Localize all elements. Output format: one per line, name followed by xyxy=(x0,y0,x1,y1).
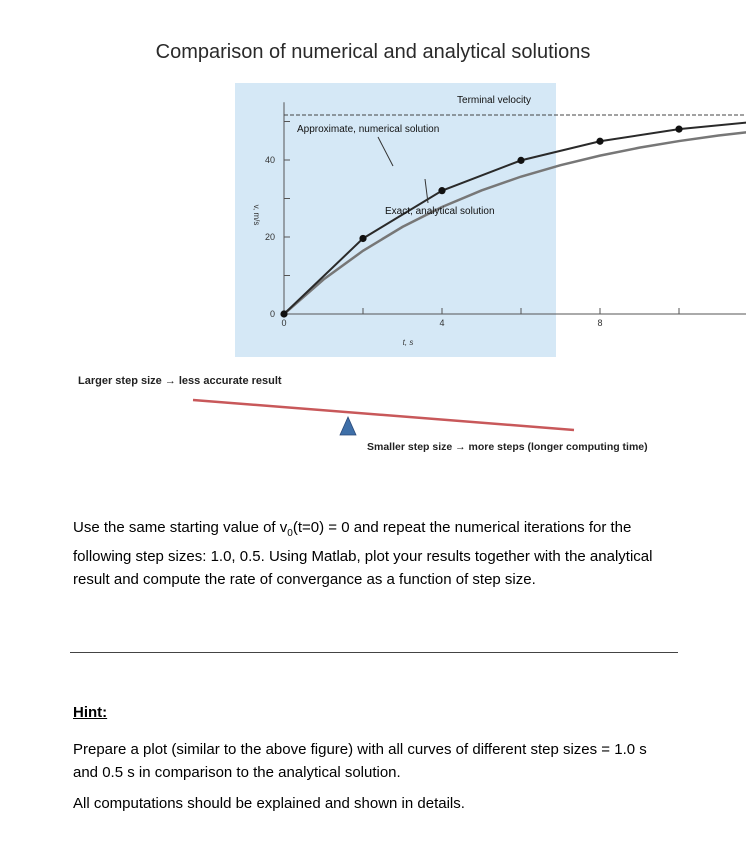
y-axis-label: v, m/s xyxy=(252,204,261,226)
hint-heading: Hint: xyxy=(73,704,108,721)
seesaw-beam xyxy=(193,400,574,430)
y-tick-label: 40 xyxy=(264,155,275,165)
analytical-solution-label: Exact, analytical solution xyxy=(385,206,495,217)
x-tick-label: 8 xyxy=(597,318,603,328)
numerical-point xyxy=(517,157,524,164)
y-tick-label: 20 xyxy=(264,232,275,242)
numerical-solution-label: Approximate, numerical solution xyxy=(297,124,440,135)
numerical-point xyxy=(438,187,445,194)
terminal-velocity-label: Terminal velocity xyxy=(457,95,531,106)
numerical-point xyxy=(280,310,287,317)
small-step-note: Smaller step size → more steps (longer computing time) xyxy=(367,441,648,453)
horizontal-divider xyxy=(70,652,678,653)
x-tick-label: 4 xyxy=(439,318,445,328)
hint-final-text: All computations should be explained and shown in details. xyxy=(73,795,465,812)
hint-text: Prepare a plot (similar to the above figure) with all curves of different step sizes = 1.0 s and 0.5 s in comparison to the analytical solution. xyxy=(73,741,647,781)
numerical-point xyxy=(596,138,603,145)
y-tick-label: 0 xyxy=(269,309,275,319)
numerical-point xyxy=(675,126,682,133)
seesaw-fulcrum xyxy=(340,417,356,435)
numerical-point xyxy=(359,235,366,242)
question-suffix: (t=0) = 0 and repeat the numerical iterations for the following step sizes: 1.0, 0.5. Using Matlab, plot your results together with the analytical result and compute the rate of convergance as a function of step size. xyxy=(73,519,653,588)
x-tick-label: 0 xyxy=(281,318,287,328)
large-step-note: Larger step size → less accurate result xyxy=(78,375,282,387)
question-paragraph xyxy=(73,516,673,591)
question-subscript: 0 xyxy=(287,528,293,539)
page-title: Comparison of numerical and analytical solutions xyxy=(155,41,591,63)
question-prefix: Use the same starting value of v xyxy=(73,519,288,536)
x-axis-label: t, s xyxy=(402,338,414,347)
